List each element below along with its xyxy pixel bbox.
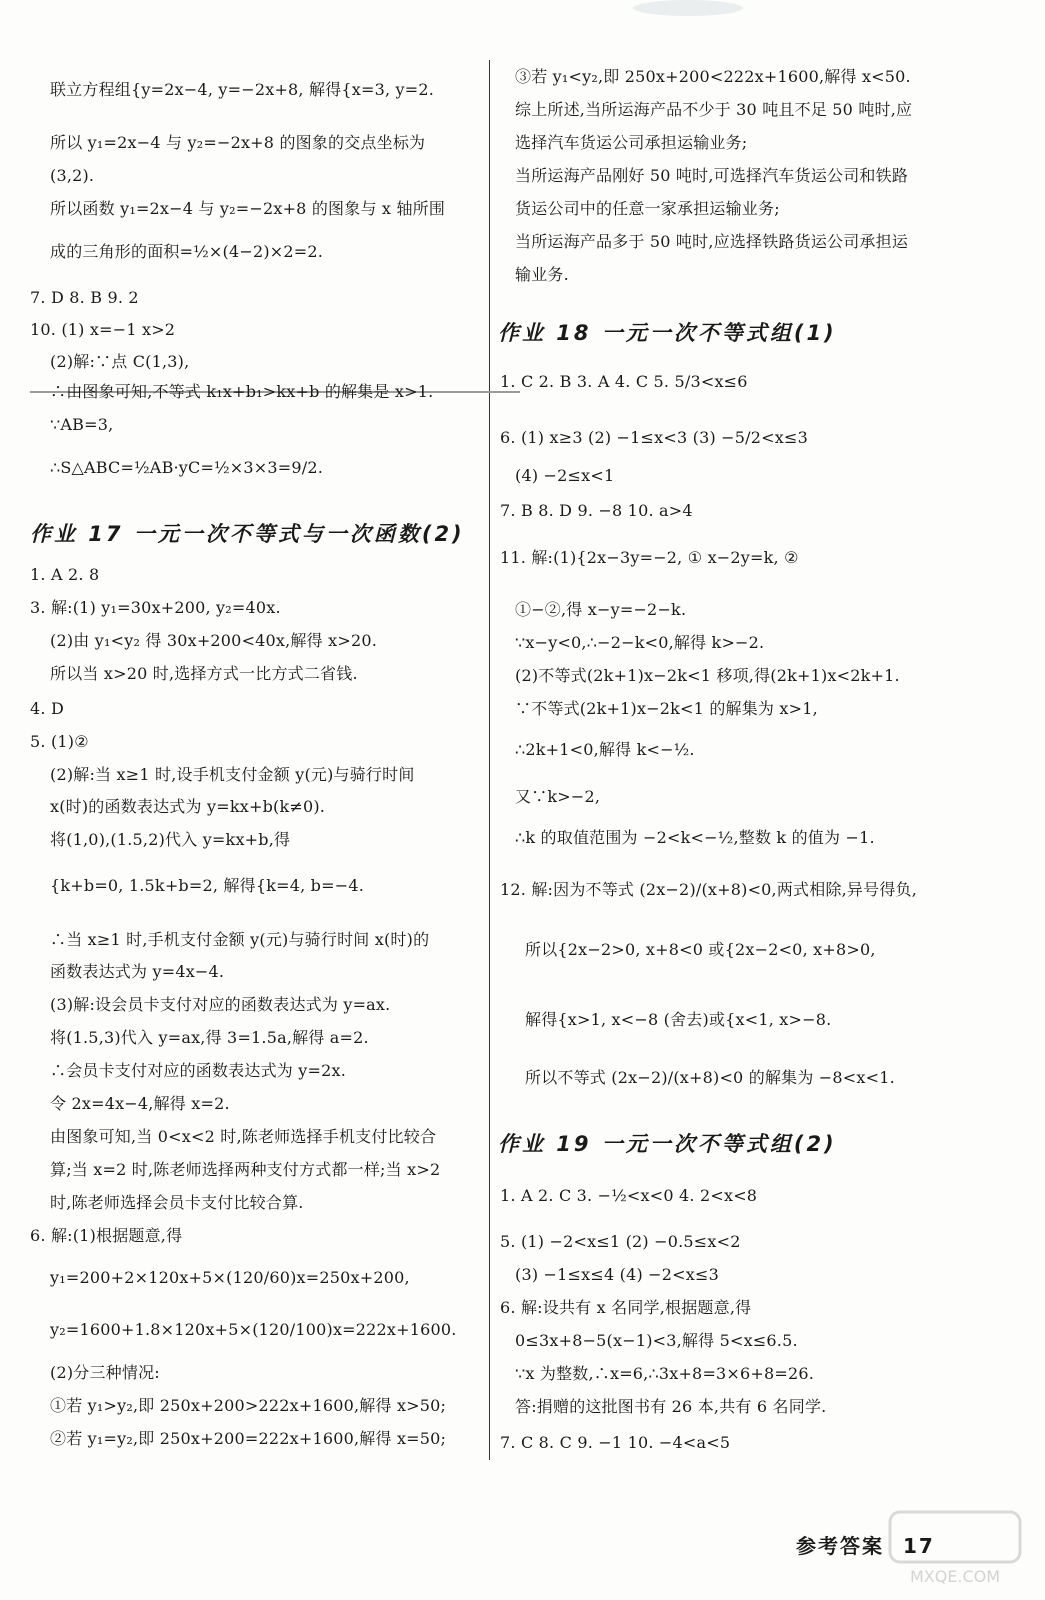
answer-line: (3) −1≤x≤4 (4) −2<x≤3 bbox=[515, 1265, 719, 1284]
answer-line: 所以{2x−2>0, x+8<0 或{2x−2<0, x+8>0, bbox=[525, 940, 876, 959]
answer-line: 7. D 8. B 9. 2 bbox=[30, 288, 139, 307]
answer-line: 所以不等式 (2x−2)/(x+8)<0 的解集为 −8<x<1. bbox=[525, 1068, 895, 1087]
answer-line: 1. A 2. C 3. −½<x<0 4. 2<x<8 bbox=[500, 1186, 758, 1205]
answer-line: 3. 解:(1) y₁=30x+200, y₂=40x. bbox=[30, 598, 281, 617]
section-heading: 作业 18 一元一次不等式组(1) bbox=[498, 321, 837, 345]
answer-line: 1. A 2. 8 bbox=[30, 565, 100, 584]
answer-line: ∵AB=3, bbox=[50, 415, 114, 434]
answer-line: ∴S△ABC=½AB·yC=½×3×3=9/2. bbox=[50, 458, 324, 477]
answer-line: 当所运海产品刚好 50 吨时,可选择汽车货运公司和铁路 bbox=[515, 166, 909, 185]
answer-line: (3)解:设会员卡支付对应的函数表达式为 y=ax. bbox=[50, 995, 391, 1014]
watermark-text: MXQE.COM bbox=[909, 1567, 1001, 1586]
column-divider bbox=[489, 60, 490, 1460]
answer-line: 7. C 8. C 9. −1 10. −4<a<5 bbox=[500, 1433, 731, 1452]
answer-line: ∴会员卡支付对应的函数表达式为 y=2x. bbox=[50, 1061, 347, 1080]
answer-line: 解得{x>1, x<−8 (舍去)或{x<1, x>−8. bbox=[525, 1010, 832, 1029]
footer-label: 参考答案 bbox=[796, 1534, 884, 1558]
page-number: 17 bbox=[902, 1534, 935, 1558]
answer-line: (3,2). bbox=[50, 166, 95, 185]
answer-line: ③若 y₁<y₂,即 250x+200<222x+1600,解得 x<50. bbox=[515, 67, 911, 86]
answer-line: ∵x 为整数,∴x=6,∴3x+8=3×6+8=26. bbox=[515, 1364, 815, 1383]
answer-line: ∴2k+1<0,解得 k<−½. bbox=[515, 740, 695, 759]
answer-line: x(时)的函数表达式为 y=kx+b(k≠0). bbox=[50, 797, 326, 816]
answer-line: 当所运海产品多于 50 吨时,应选择铁路货运公司承担运 bbox=[515, 232, 909, 251]
answer-line: 所以 y₁=2x−4 与 y₂=−2x+8 的图象的交点坐标为 bbox=[50, 133, 426, 152]
answer-line: 6. (1) x≥3 (2) −1≤x<3 (3) −5/2<x≤3 bbox=[500, 428, 808, 447]
answer-line: 5. (1) −2<x≤1 (2) −0.5≤x<2 bbox=[500, 1232, 741, 1251]
answer-line: {k+b=0, 1.5k+b=2, 解得{k=4, b=−4. bbox=[50, 876, 364, 895]
answer-line: (2)由 y₁<y₂ 得 30x+200<40x,解得 x>20. bbox=[50, 631, 377, 650]
answer-line: 所以当 x>20 时,选择方式一比方式二省钱. bbox=[50, 664, 358, 683]
watermark-logo bbox=[880, 1510, 1030, 1590]
answer-line: ∵x−y<0,∴−2−k<0,解得 k>−2. bbox=[515, 633, 765, 652]
answer-line: 0≤3x+8−5(x−1)<3,解得 5<x≤6.5. bbox=[515, 1331, 798, 1350]
answer-line: 联立方程组{y=2x−4, y=−2x+8, 解得{x=3, y=2. bbox=[50, 80, 435, 99]
answer-line: 1. C 2. B 3. A 4. C 5. 5/3<x≤6 bbox=[500, 372, 748, 391]
answer-line: (2)分三种情况: bbox=[50, 1363, 160, 1382]
answer-line: 综上所述,当所运海产品不少于 30 吨且不足 50 吨时,应 bbox=[515, 100, 913, 119]
answer-line: ∴由图象可知,不等式 k₁x+b₁>kx+b 的解集是 x>1. bbox=[50, 382, 434, 401]
answer-line: 算;当 x=2 时,陈老师选择两种支付方式都一样;当 x>2 bbox=[50, 1160, 441, 1179]
answer-line: 所以函数 y₁=2x−4 与 y₂=−2x+8 的图象与 x 轴所围 bbox=[50, 199, 446, 218]
answer-line: 选择汽车货运公司承担运输业务; bbox=[515, 133, 748, 152]
answer-line: ∴当 x≥1 时,手机支付金额 y(元)与骑行时间 x(时)的 bbox=[50, 930, 430, 949]
answer-line: 5. (1)② bbox=[30, 732, 89, 751]
answer-line: (2)不等式(2k+1)x−2k<1 移项,得(2k+1)x<2k+1. bbox=[515, 666, 900, 685]
answer-line: ②若 y₁=y₂,即 250x+200=222x+1600,解得 x=50; bbox=[50, 1429, 447, 1448]
section-heading: 作业 17 一元一次不等式与一次函数(2) bbox=[30, 522, 465, 546]
answer-line: 又∵k>−2, bbox=[515, 787, 601, 806]
answer-line: 12. 解:因为不等式 (2x−2)/(x+8)<0,两式相除,异号得负, bbox=[500, 880, 918, 899]
answer-line: y₂=1600+1.8×120x+5×(120/100)x=222x+1600. bbox=[50, 1320, 457, 1339]
answer-line: 6. 解:设共有 x 名同学,根据题意,得 bbox=[500, 1298, 752, 1317]
section-heading: 作业 19 一元一次不等式组(2) bbox=[498, 1132, 837, 1156]
answer-line: 答:捐赠的这批图书有 26 本,共有 6 名同学. bbox=[515, 1397, 827, 1416]
answer-line: ①−②,得 x−y=−2−k. bbox=[515, 600, 687, 619]
answer-line: 将(1,0),(1.5,2)代入 y=kx+b,得 bbox=[50, 830, 291, 849]
answer-line: 由图象可知,当 0<x<2 时,陈老师选择手机支付比较合 bbox=[50, 1127, 437, 1146]
answer-line: (2)解:∵点 C(1,3), bbox=[50, 352, 190, 371]
top-stamp-smudge bbox=[628, 0, 748, 22]
answer-line: 10. (1) x=−1 x>2 bbox=[30, 320, 176, 339]
answer-line: 令 2x=4x−4,解得 x=2. bbox=[50, 1094, 230, 1113]
answer-line: y₁=200+2×120x+5×(120/60)x=250x+200, bbox=[50, 1268, 410, 1287]
answer-line: ∵不等式(2k+1)x−2k<1 的解集为 x>1, bbox=[515, 699, 818, 718]
answer-line: (2)解:当 x≥1 时,设手机支付金额 y(元)与骑行时间 bbox=[50, 765, 415, 784]
answer-line: 函数表达式为 y=4x−4. bbox=[50, 962, 225, 981]
answer-line: ①若 y₁>y₂,即 250x+200>222x+1600,解得 x>50; bbox=[50, 1396, 447, 1415]
answer-line: 时,陈老师选择会员卡支付比较合算. bbox=[50, 1193, 304, 1212]
answer-line: 7. B 8. D 9. −8 10. a>4 bbox=[500, 501, 693, 520]
answer-line: 6. 解:(1)根据题意,得 bbox=[30, 1226, 183, 1245]
answer-line: 将(1.5,3)代入 y=ax,得 3=1.5a,解得 a=2. bbox=[50, 1028, 369, 1047]
answer-line: ∴k 的取值范围为 −2<k<−½,整数 k 的值为 −1. bbox=[515, 828, 875, 847]
answer-line: 成的三角形的面积=½×(4−2)×2=2. bbox=[50, 242, 324, 261]
answer-line: 输业务. bbox=[515, 265, 569, 284]
answer-line: 4. D bbox=[30, 699, 64, 718]
answer-line: 货运公司中的任意一家承担运输业务; bbox=[515, 199, 780, 218]
answer-line: (4) −2≤x<1 bbox=[515, 466, 615, 485]
answer-line: 11. 解:(1){2x−3y=−2, ① x−2y=k, ② bbox=[500, 548, 799, 567]
